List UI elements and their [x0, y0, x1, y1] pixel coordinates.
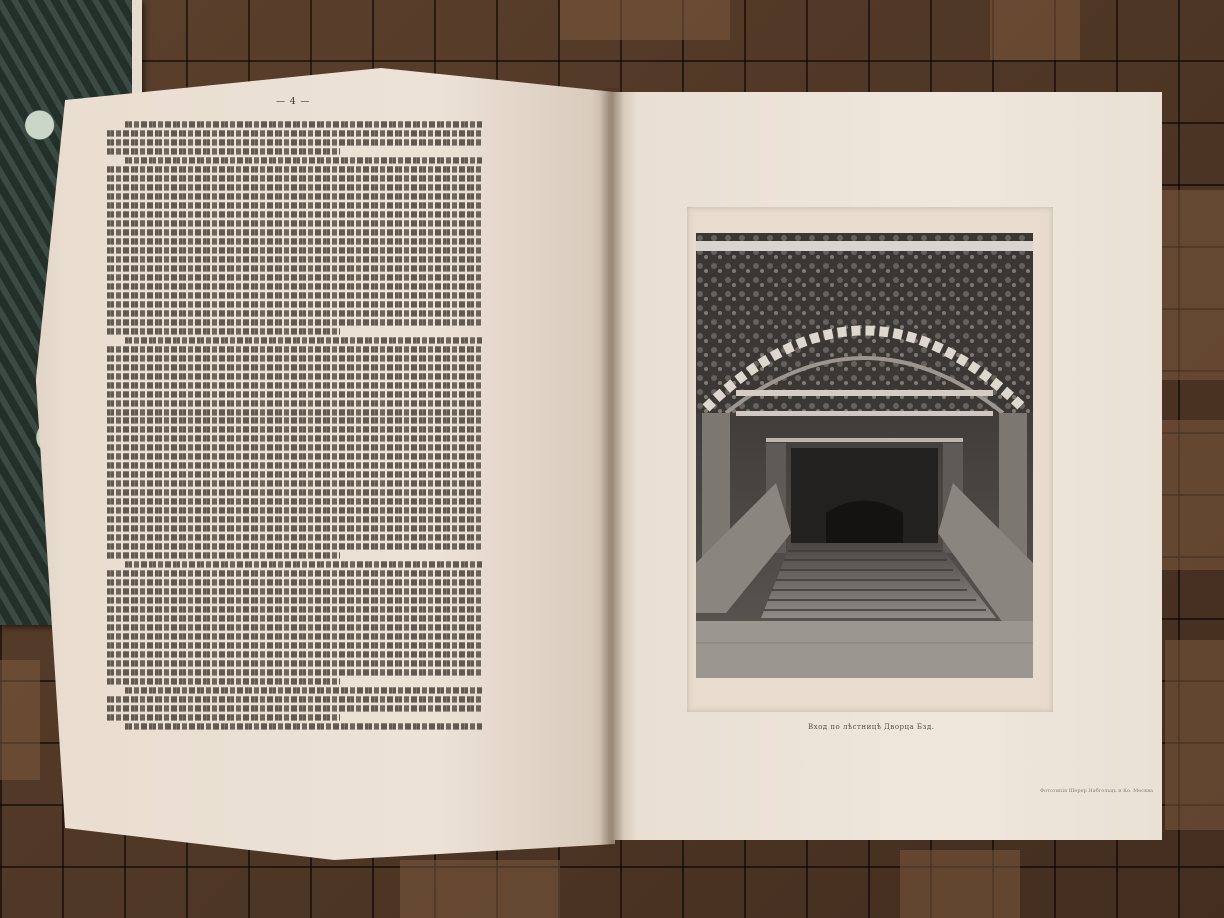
text-line [107, 517, 482, 523]
text-line [107, 705, 482, 711]
text-line [107, 130, 482, 136]
text-line [107, 678, 340, 684]
text-line [107, 391, 482, 397]
text-line [107, 651, 482, 657]
text-line [107, 615, 482, 621]
text-line [107, 184, 482, 190]
text-line [107, 606, 482, 612]
text-line [107, 301, 482, 307]
text-line [107, 436, 482, 442]
text-line [107, 364, 482, 370]
text-line [107, 714, 340, 720]
text-line [125, 723, 482, 729]
text-line [107, 490, 482, 496]
text-line [107, 283, 482, 289]
text-line [107, 265, 482, 271]
text-line [107, 175, 482, 181]
text-line [107, 553, 340, 559]
printer-imprint: Фототипія Шерер Набгольцъ и Ко. Москва [1040, 788, 1154, 794]
text-line [107, 193, 482, 199]
text-line [107, 229, 482, 235]
text-line [107, 292, 482, 298]
text-line [107, 328, 340, 334]
text-line [107, 588, 482, 594]
text-line [107, 535, 482, 541]
text-line [107, 139, 482, 145]
text-line [107, 247, 482, 253]
text-line [107, 310, 482, 316]
text-line [107, 166, 482, 172]
text-line [107, 454, 482, 460]
text-line [107, 544, 482, 550]
text-line [107, 508, 482, 514]
text-line [107, 526, 482, 532]
text-line [107, 418, 482, 424]
text-line [107, 373, 482, 379]
text-line [107, 427, 482, 433]
text-line [107, 355, 482, 361]
text-line [107, 597, 482, 603]
text-line [107, 633, 482, 639]
text-line [107, 274, 482, 280]
text-line [125, 562, 482, 568]
text-line [107, 571, 482, 577]
text-line [107, 148, 340, 154]
text-line [107, 579, 482, 585]
text-line [107, 220, 482, 226]
text-line [107, 499, 482, 505]
text-line [107, 660, 482, 666]
text-line [107, 382, 482, 388]
text-line [125, 121, 482, 127]
text-line [125, 337, 482, 343]
text-line [107, 472, 482, 478]
text-line [107, 400, 482, 406]
text-line [107, 409, 482, 415]
text-line [107, 346, 482, 352]
text-line [107, 481, 482, 487]
text-line [107, 211, 482, 217]
body-text-block [107, 120, 482, 730]
text-line [107, 463, 482, 469]
text-line [107, 445, 482, 451]
text-line [107, 624, 482, 630]
photo-staircase-vault [696, 233, 1033, 678]
text-line [107, 256, 482, 262]
text-line [107, 669, 482, 675]
text-line [125, 687, 482, 693]
text-line [107, 202, 482, 208]
text-line [107, 696, 482, 702]
page-number: — 4 — [276, 97, 311, 107]
text-line [107, 238, 482, 244]
plate-caption: Вход по лѣстницѣ Дворца Бзд. [808, 723, 935, 731]
text-line [107, 319, 482, 325]
text-line [107, 642, 482, 648]
text-line [125, 157, 482, 163]
book-gutter [600, 88, 624, 848]
